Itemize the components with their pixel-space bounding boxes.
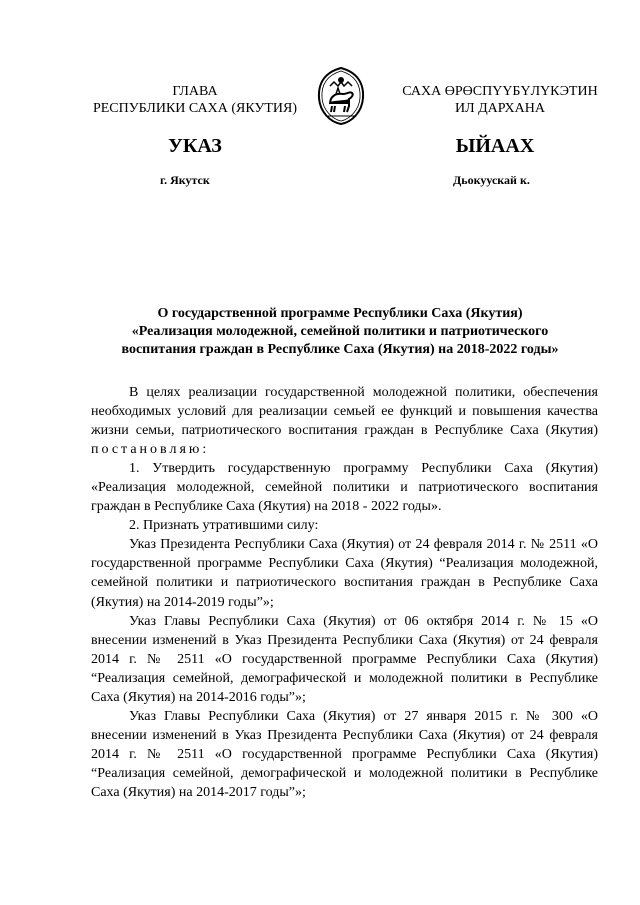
- paragraph-item-2: 2. Признать утратившими силу:: [129, 518, 319, 534]
- header-left: [85, 83, 305, 117]
- decree-word: постановляю: [91, 442, 203, 458]
- header-right: [385, 83, 615, 117]
- city-russian: г. Якутск: [160, 173, 210, 187]
- title-line-2: «Реализация молодежной, семейной политики и патриотического: [131, 324, 549, 339]
- title-line-3: воспитания граждан в Республике Саха (Якутия) на 2018-2022 годы»: [121, 342, 559, 357]
- decree-title-yakut: ЫЙААХ: [455, 135, 535, 157]
- paragraph-repealed-2: Указ Главы Республики Саха (Якутия) от 06 октября 2014 г. № 15 «О внесении изменений в Указ Президента Республики Саха (Якутия) от 24 февраля 2014 г. № 2511 «О государственной программе Республики Саха (Якутия) “Реализация семейной, демографической и молодежной политики в Республике Саха (Якутия) на 2014-2016 годы”»;: [91, 613, 598, 705]
- preamble-colon: :: [202, 442, 207, 458]
- header-right-line1: САХА ӨРӨСПҮҮБҮЛҮКЭТИН: [402, 84, 598, 99]
- preamble-text: В целях реализации государственной молодежной политики, обеспечения необходимых условий для реализации семьей ее функций и повышения качества жизни семьи, патриотического воспитания граждан в Республике Саха (Якутия): [91, 385, 598, 439]
- header-left-line2: РЕСПУБЛИКИ САХА (ЯКУТИЯ): [92, 101, 298, 116]
- header-left-line1: ГЛАВА: [172, 84, 218, 99]
- coat-of-arms-emblem-icon: [316, 66, 366, 126]
- header-right-line2: ИЛ ДАРХАНА: [454, 101, 545, 116]
- decree-title-russian: УКАЗ: [168, 135, 222, 157]
- paragraph-repealed-3: Указ Главы Республики Саха (Якутия) от 27 января 2015 г. № 300 «О внесении изменений в Указ Президента Республики Саха (Якутия) от 24 февраля 2014 г. № 2511 «О государственной программе Республики Саха (Якутия) “Реализация семейной, демографической и молодежной политики в Республике Саха (Якутия) на 2014-2017 годы”»;: [91, 708, 598, 800]
- city-yakut: Дьокуускай к.: [453, 173, 530, 187]
- title-line-1: О государственной программе Республики Саха (Якутия): [157, 306, 523, 321]
- paragraph-item-1: 1. Утвердить государственную программу Республики Саха (Якутия) «Реализация молодежной, семейной политики и патриотического воспитания граждан в Республике Саха (Якутия) на 2018 - 2022 годы».: [91, 461, 598, 515]
- paragraph-repealed-1: Указ Президента Республики Саха (Якутия) от 24 февраля 2014 г. № 2511 «О государственной программе Республики Саха (Якутия) “Реализация молодежной, семейной политики и патриотического воспитания граждан в Республике Саха (Якутия) на 2014-2019 годы”»;: [91, 537, 598, 610]
- document-body: [91, 383, 598, 802]
- document-title: [70, 305, 610, 359]
- paragraph-preamble: [91, 383, 598, 459]
